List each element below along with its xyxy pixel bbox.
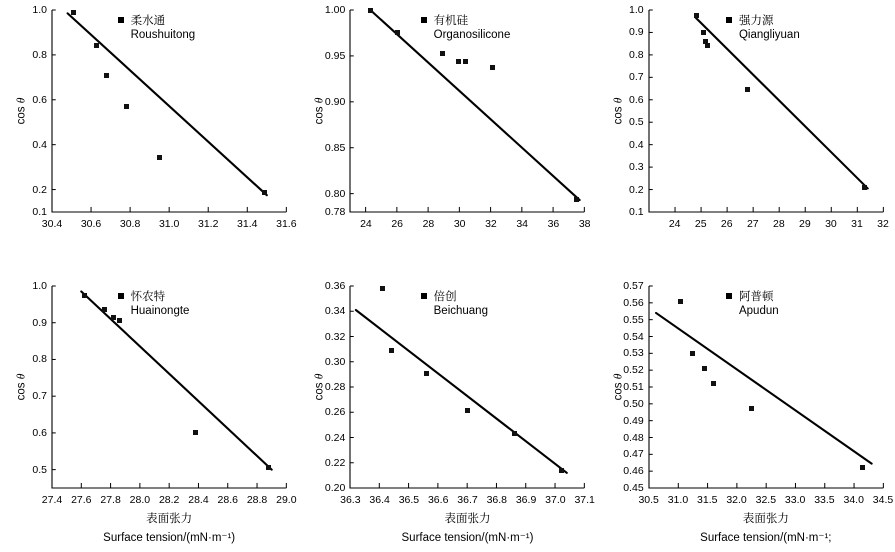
x-tick-label: 36.6	[427, 494, 449, 506]
data-point	[380, 286, 385, 291]
y-tick-label: 0.20	[324, 482, 346, 494]
x-tick-label: 36.7	[457, 494, 478, 506]
y-axis-label	[612, 98, 624, 125]
theta-symbol: θ	[15, 373, 28, 380]
x-tick-label: 33.5	[814, 494, 835, 506]
y-tick-label: 0.24	[324, 431, 346, 444]
y-tick-label: 0.9	[32, 316, 47, 329]
chart-panel-6	[597, 276, 895, 552]
chart-panel-5	[298, 276, 596, 552]
x-tick-label: 36.9	[515, 494, 537, 506]
y-tick-label: 0.53	[623, 347, 644, 360]
x-tick-label: 30.4	[41, 218, 63, 230]
x-tick-label: 24	[668, 218, 681, 230]
y-tick-label: 0.8	[32, 48, 47, 61]
data-point	[262, 190, 267, 195]
x-tick-label: 24	[360, 218, 372, 230]
regression-line	[656, 313, 872, 464]
legend-label-en: Roushuitong	[130, 29, 196, 42]
plot-area	[612, 280, 894, 506]
regression-line	[356, 310, 567, 473]
y-axis-label	[314, 374, 326, 401]
theta-symbol: θ	[612, 97, 625, 104]
chart-panel-4	[0, 276, 298, 552]
regression-line	[696, 18, 868, 189]
y-axis-label-text: cos	[15, 379, 28, 401]
legend-label-cn: 怀农特	[130, 291, 166, 304]
x-tick-label: 37.0	[545, 494, 566, 506]
x-tick-label: 28.0	[129, 494, 151, 506]
x-tick-label: 37.1	[574, 494, 595, 506]
y-axis-label-text: cos	[313, 379, 326, 401]
y-axis-label	[612, 374, 624, 401]
x-tick-label: 26	[720, 218, 733, 230]
legend-label-cn: 倍创	[433, 291, 457, 304]
y-tick-label: 0.2	[629, 183, 644, 196]
y-tick-label: 0.90	[324, 95, 346, 108]
y-tick-label: 0.36	[324, 280, 346, 292]
y-tick-label: 0.7	[32, 390, 47, 403]
data-point	[389, 348, 394, 353]
legend-label-cn: 柔水通	[130, 15, 166, 28]
y-axis-label	[15, 374, 27, 401]
theta-symbol: θ	[15, 97, 28, 104]
legend-marker-icon	[726, 293, 732, 299]
data-point	[465, 408, 470, 413]
x-tick-label: 38	[578, 218, 591, 230]
y-axis-label	[314, 98, 326, 125]
data-point	[711, 381, 716, 386]
data-point	[862, 185, 867, 190]
y-axis-label-text: cos	[612, 103, 625, 125]
data-point	[82, 293, 87, 298]
x-tick-label: 36.4	[369, 494, 390, 506]
x-tick-label: 34.5	[872, 494, 894, 506]
data-point	[395, 30, 400, 35]
x-tick-label: 32.0	[726, 494, 747, 506]
x-tick-label: 25	[694, 218, 707, 230]
data-point	[111, 315, 116, 320]
x-tick-label: 32	[485, 218, 497, 230]
y-tick-label: 0.80	[324, 187, 346, 200]
x-tick-label: 36	[547, 218, 560, 230]
theta-symbol: θ	[313, 373, 326, 380]
legend-label-en: Huainongte	[130, 305, 190, 318]
legend	[421, 14, 511, 43]
y-tick-label: 0.3	[629, 161, 644, 174]
x-tick-label: 36.5	[398, 494, 420, 506]
plot-area	[15, 280, 297, 506]
y-tick-label: 0.55	[623, 313, 644, 326]
x-tick-label: 34	[516, 218, 528, 230]
y-axis-label	[15, 98, 27, 125]
x-tick-label: 32	[877, 218, 889, 230]
plot-area	[612, 4, 889, 230]
y-tick-label: 0.47	[623, 448, 644, 461]
x-tick-label: 28	[773, 218, 785, 230]
x-tick-label: 29	[799, 218, 811, 230]
x-tick-label: 31.0	[158, 218, 180, 230]
y-tick-label: 0.7	[629, 71, 644, 84]
x-tick-label: 31.6	[276, 218, 297, 230]
chart-panel-3	[597, 0, 895, 276]
x-axis-title-en: Surface tension/(mN·m⁻¹;	[700, 532, 832, 544]
x-tick-label: 27.4	[41, 494, 63, 506]
legend-marker-icon	[118, 293, 124, 299]
y-tick-label: 0.9	[629, 26, 644, 39]
legend-marker-icon	[421, 293, 427, 299]
y-tick-label: 0.51	[623, 381, 644, 393]
legend-label-en: Organosilicone	[433, 29, 511, 42]
x-tick-label: 31.5	[697, 494, 718, 506]
data-point	[102, 307, 107, 312]
data-point	[705, 43, 710, 48]
y-tick-label: 0.30	[324, 355, 346, 368]
data-point	[490, 65, 495, 70]
x-tick-label: 27.8	[100, 494, 121, 506]
x-axis-title-cn: 表面张力	[146, 513, 193, 525]
x-axis-title-cn: 表面张力	[444, 513, 491, 525]
y-tick-label: 1.00	[324, 4, 346, 16]
legend	[118, 14, 196, 43]
data-point	[71, 10, 76, 15]
x-tick-label: 27.6	[71, 494, 92, 506]
legend	[726, 14, 800, 43]
data-point	[690, 351, 695, 356]
y-tick-label: 0.34	[324, 305, 346, 318]
x-tick-label: 30.8	[119, 218, 141, 230]
x-tick-label: 31.2	[197, 218, 219, 230]
data-point	[574, 197, 579, 202]
y-tick-label: 0.50	[623, 397, 644, 410]
y-tick-label: 0.26	[324, 406, 346, 419]
x-tick-label: 28	[422, 218, 435, 230]
data-point	[368, 8, 373, 13]
x-tick-label: 33.0	[784, 494, 806, 506]
y-tick-label: 0.8	[32, 353, 47, 366]
y-tick-label: 0.56	[623, 296, 644, 309]
y-tick-label: 0.1	[629, 206, 644, 218]
data-point	[678, 299, 683, 304]
x-tick-label: 31	[851, 218, 863, 230]
x-tick-label: 30.5	[638, 494, 659, 506]
y-tick-label: 1.0	[629, 4, 644, 16]
data-point	[512, 431, 517, 436]
y-axis-label-text: cos	[313, 103, 326, 125]
x-axis-title-en: Surface tension/(mN·m⁻¹)	[401, 532, 534, 544]
y-tick-label: 0.78	[324, 206, 346, 218]
y-tick-label: 0.6	[32, 426, 47, 439]
legend	[726, 290, 779, 319]
plot-area	[15, 4, 297, 230]
x-tick-label: 31.0	[667, 494, 689, 506]
y-tick-label: 0.45	[623, 482, 644, 494]
y-tick-label: 0.85	[324, 141, 346, 154]
legend-label-cn: 阿普顿	[738, 291, 774, 304]
y-tick-label: 0.95	[324, 49, 346, 62]
x-tick-label: 28.2	[158, 494, 180, 506]
x-tick-label: 30.6	[80, 218, 102, 230]
data-point	[559, 468, 564, 473]
data-point	[193, 430, 198, 435]
x-tick-label: 28.6	[217, 494, 238, 506]
y-tick-label: 0.49	[623, 414, 644, 427]
data-point	[104, 73, 109, 78]
y-tick-label: 0.54	[623, 330, 644, 343]
plot-area	[313, 4, 591, 230]
chart-panel-2	[298, 0, 596, 276]
data-point	[94, 43, 99, 48]
data-point	[266, 465, 271, 470]
x-tick-label: 27	[746, 218, 759, 230]
y-tick-label: 0.32	[324, 330, 346, 343]
y-tick-label: 0.6	[629, 93, 644, 106]
y-tick-label: 0.1	[32, 206, 47, 218]
data-point	[463, 59, 468, 64]
y-tick-label: 0.4	[629, 138, 644, 151]
theta-symbol: θ	[612, 373, 625, 380]
legend-label-cn: 有机硅	[433, 15, 469, 28]
y-tick-label: 0.46	[623, 465, 644, 478]
theta-symbol: θ	[313, 97, 326, 104]
data-point	[749, 406, 754, 411]
y-tick-label: 1.0	[32, 4, 47, 16]
x-tick-label: 30	[453, 218, 466, 230]
x-tick-label: 28.8	[246, 494, 268, 506]
y-tick-label: 0.5	[32, 463, 47, 476]
x-axis-title-cn: 表面张力	[742, 513, 789, 525]
x-tick-label: 34.0	[843, 494, 864, 506]
x-axis-title-en: Surface tension/(mN·m⁻¹)	[103, 532, 236, 544]
data-point	[124, 104, 129, 109]
data-point	[860, 465, 865, 470]
legend	[421, 290, 488, 319]
x-tick-label: 29.0	[276, 494, 297, 506]
x-tick-label: 28.4	[188, 494, 209, 506]
x-tick-label: 36.8	[486, 494, 507, 506]
data-point	[440, 51, 445, 56]
y-axis-label-text: cos	[612, 379, 625, 401]
data-point	[456, 59, 461, 64]
legend-label-en: Qiangliyuan	[738, 29, 800, 42]
legend	[118, 290, 190, 319]
y-tick-label: 0.28	[324, 381, 346, 393]
chart-panel-1	[0, 0, 298, 276]
legend-marker-icon	[118, 17, 124, 23]
x-tick-label: 36.3	[340, 494, 361, 506]
y-tick-label: 0.8	[629, 48, 644, 61]
y-tick-label: 0.5	[629, 116, 644, 129]
data-point	[701, 30, 706, 35]
data-point	[117, 318, 122, 323]
x-tick-label: 30	[825, 218, 837, 230]
y-axis-label-text: cos	[15, 103, 28, 125]
legend-marker-icon	[421, 17, 427, 23]
legend-label-en: Beichuang	[433, 305, 488, 318]
y-tick-label: 0.57	[623, 280, 644, 292]
x-tick-label: 31.4	[237, 218, 258, 230]
data-point	[745, 87, 750, 92]
legend-label-en: Apudun	[738, 305, 779, 318]
y-tick-label: 0.2	[32, 183, 47, 196]
data-point	[157, 155, 162, 160]
y-tick-label: 0.6	[32, 93, 47, 106]
data-point	[702, 366, 707, 371]
y-tick-label: 1.0	[32, 280, 47, 292]
y-tick-label: 0.48	[623, 431, 644, 444]
legend-marker-icon	[726, 17, 732, 23]
legend-label-cn: 强力源	[738, 15, 774, 28]
data-point	[694, 13, 699, 18]
x-tick-label: 26	[391, 218, 404, 230]
x-tick-label: 32.5	[755, 494, 777, 506]
plot-area	[313, 280, 595, 506]
data-point	[424, 371, 429, 376]
y-tick-label: 0.52	[623, 364, 644, 377]
y-tick-label: 0.22	[324, 456, 346, 469]
y-tick-label: 0.4	[32, 138, 47, 151]
